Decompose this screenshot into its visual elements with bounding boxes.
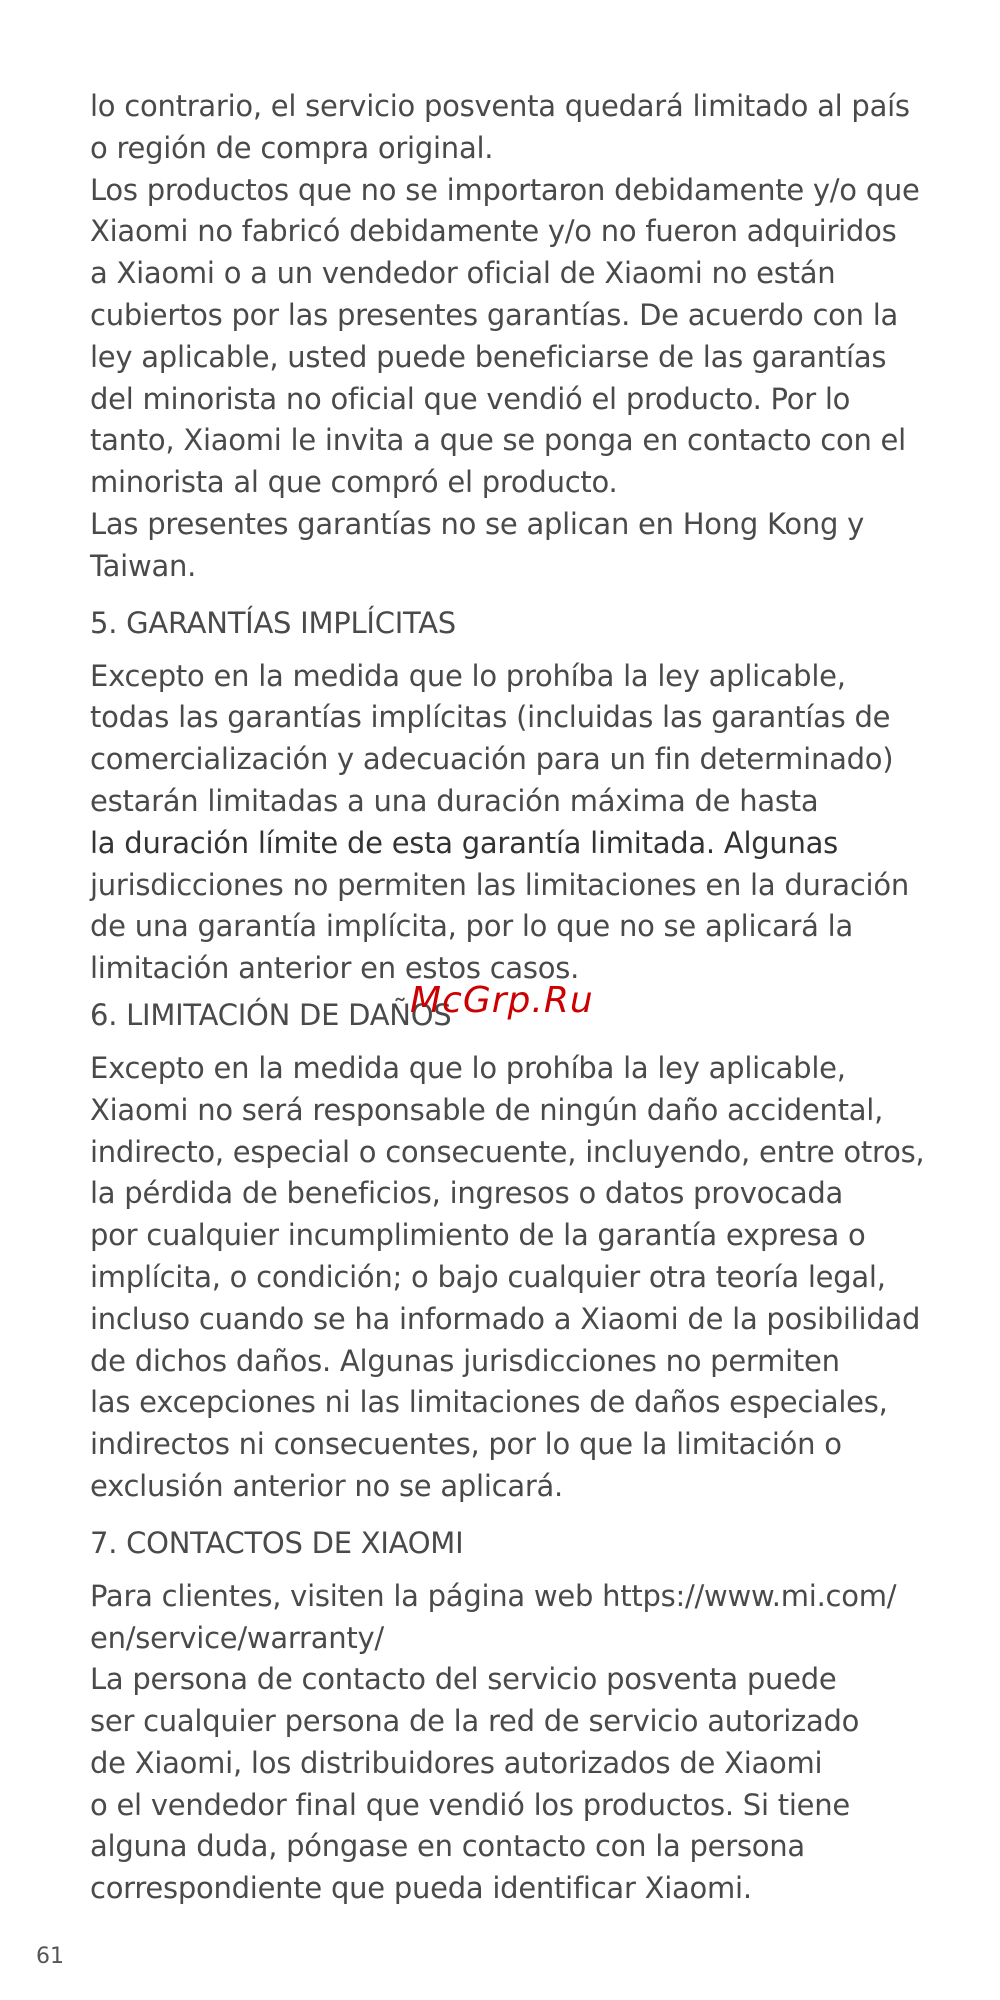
text-line: Xiaomi no fabricó debidamente y/o no fueron adquiridos (90, 214, 897, 249)
text-line: exclusión anterior no se aplicará. (90, 1468, 564, 1503)
text-line: indirecto, especial o consecuente, incluyendo, entre otros, (90, 1134, 925, 1169)
text-line: cubiertos por las presentes garantías. De acuerdo con la (90, 297, 899, 332)
text-line: correspondiente que pueda identificar Xiaomi. (90, 1871, 752, 1906)
text-line: a Xiaomi o a un vendedor oficial de Xiaomi no están (90, 256, 836, 291)
text-line: Xiaomi no será responsable de ningún daño accidental, (90, 1092, 884, 1127)
text-line: jurisdicciones no permiten las limitaciones en la duración (90, 867, 909, 902)
text-line: la duración límite de esta garantía limitada. Algunas (90, 825, 839, 860)
watermark: McGrp.Ru (410, 980, 594, 1021)
text-line: en/service/warranty/ (90, 1620, 384, 1655)
section-heading-7: 7. CONTACTOS DE XIAOMI (90, 1525, 464, 1560)
text-line: estarán limitadas a una duración máxima de hasta (90, 783, 819, 818)
text-line: la pérdida de beneficios, ingresos o datos provocada (90, 1176, 844, 1211)
text-line: indirectos ni consecuentes, por lo que la limitación o (90, 1427, 842, 1462)
text-line: o región de compra original. (90, 130, 494, 165)
text-line: Taiwan. (90, 548, 197, 583)
text-line: Excepto en la medida que lo prohíba la ley aplicable, (90, 1050, 846, 1085)
intro-paragraph (90, 86, 960, 588)
text-line: ser cualquier persona de la red de servicio autorizado (90, 1704, 860, 1739)
text-line: incluso cuando se ha informado a Xiaomi de la posibilidad (90, 1301, 921, 1336)
text-line: limitación anterior en estos casos. (90, 951, 580, 986)
text-line: minorista al que compró el producto. (90, 465, 618, 500)
text-line: tanto, Xiaomi le invita a que se ponga en contacto con el (90, 423, 906, 458)
text-line: por cualquier incumplimiento de la garantía expresa o (90, 1218, 866, 1253)
text-line: Excepto en la medida que lo prohíba la ley aplicable, (90, 658, 846, 693)
text-line: lo contrario, el servicio posventa quedará limitado al país (90, 89, 910, 123)
section-heading-5: 5. GARANTÍAS IMPLÍCITAS (90, 605, 456, 640)
text-line: o el vendedor final que vendió los productos. Si tiene (90, 1787, 850, 1822)
text-line: implícita, o condición; o bajo cualquier otra teoría legal, (90, 1259, 886, 1294)
text-line: Los productos que no se importaron debidamente y/o que (90, 172, 920, 207)
text-line: ley aplicable, usted puede beneficiarse de las garantías (90, 339, 887, 374)
section-5-paragraph (90, 656, 960, 990)
section-6-paragraph (90, 1048, 960, 1508)
text-line: Para clientes, visiten la página web https://www.mi.com/ (90, 1578, 897, 1613)
text-line: Las presentes garantías no se aplican en Hong Kong y (90, 506, 865, 541)
section-7-paragraph (90, 1576, 960, 1910)
text-line: de dichos daños. Algunas jurisdicciones no permiten (90, 1343, 840, 1378)
section-heading-6: 6. LIMITACIÓN DE DAÑOS (90, 997, 452, 1032)
page-number: 61 (36, 1944, 64, 1969)
text-line: las excepciones ni las limitaciones de daños especiales, (90, 1385, 888, 1420)
text-line: comercialización y adecuación para un fin determinado) (90, 742, 894, 777)
text-line: alguna duda, póngase en contacto con la persona (90, 1829, 805, 1864)
text-line: de Xiaomi, los distribuidores autorizados de Xiaomi (90, 1745, 823, 1780)
text-line: del minorista no oficial que vendió el producto. Por lo (90, 381, 851, 416)
text-line: de una garantía implícita, por lo que no se aplicará la (90, 909, 853, 944)
text-line: todas las garantías implícitas (incluidas las garantías de (90, 700, 891, 735)
text-line: La persona de contacto del servicio posventa puede (90, 1662, 837, 1697)
